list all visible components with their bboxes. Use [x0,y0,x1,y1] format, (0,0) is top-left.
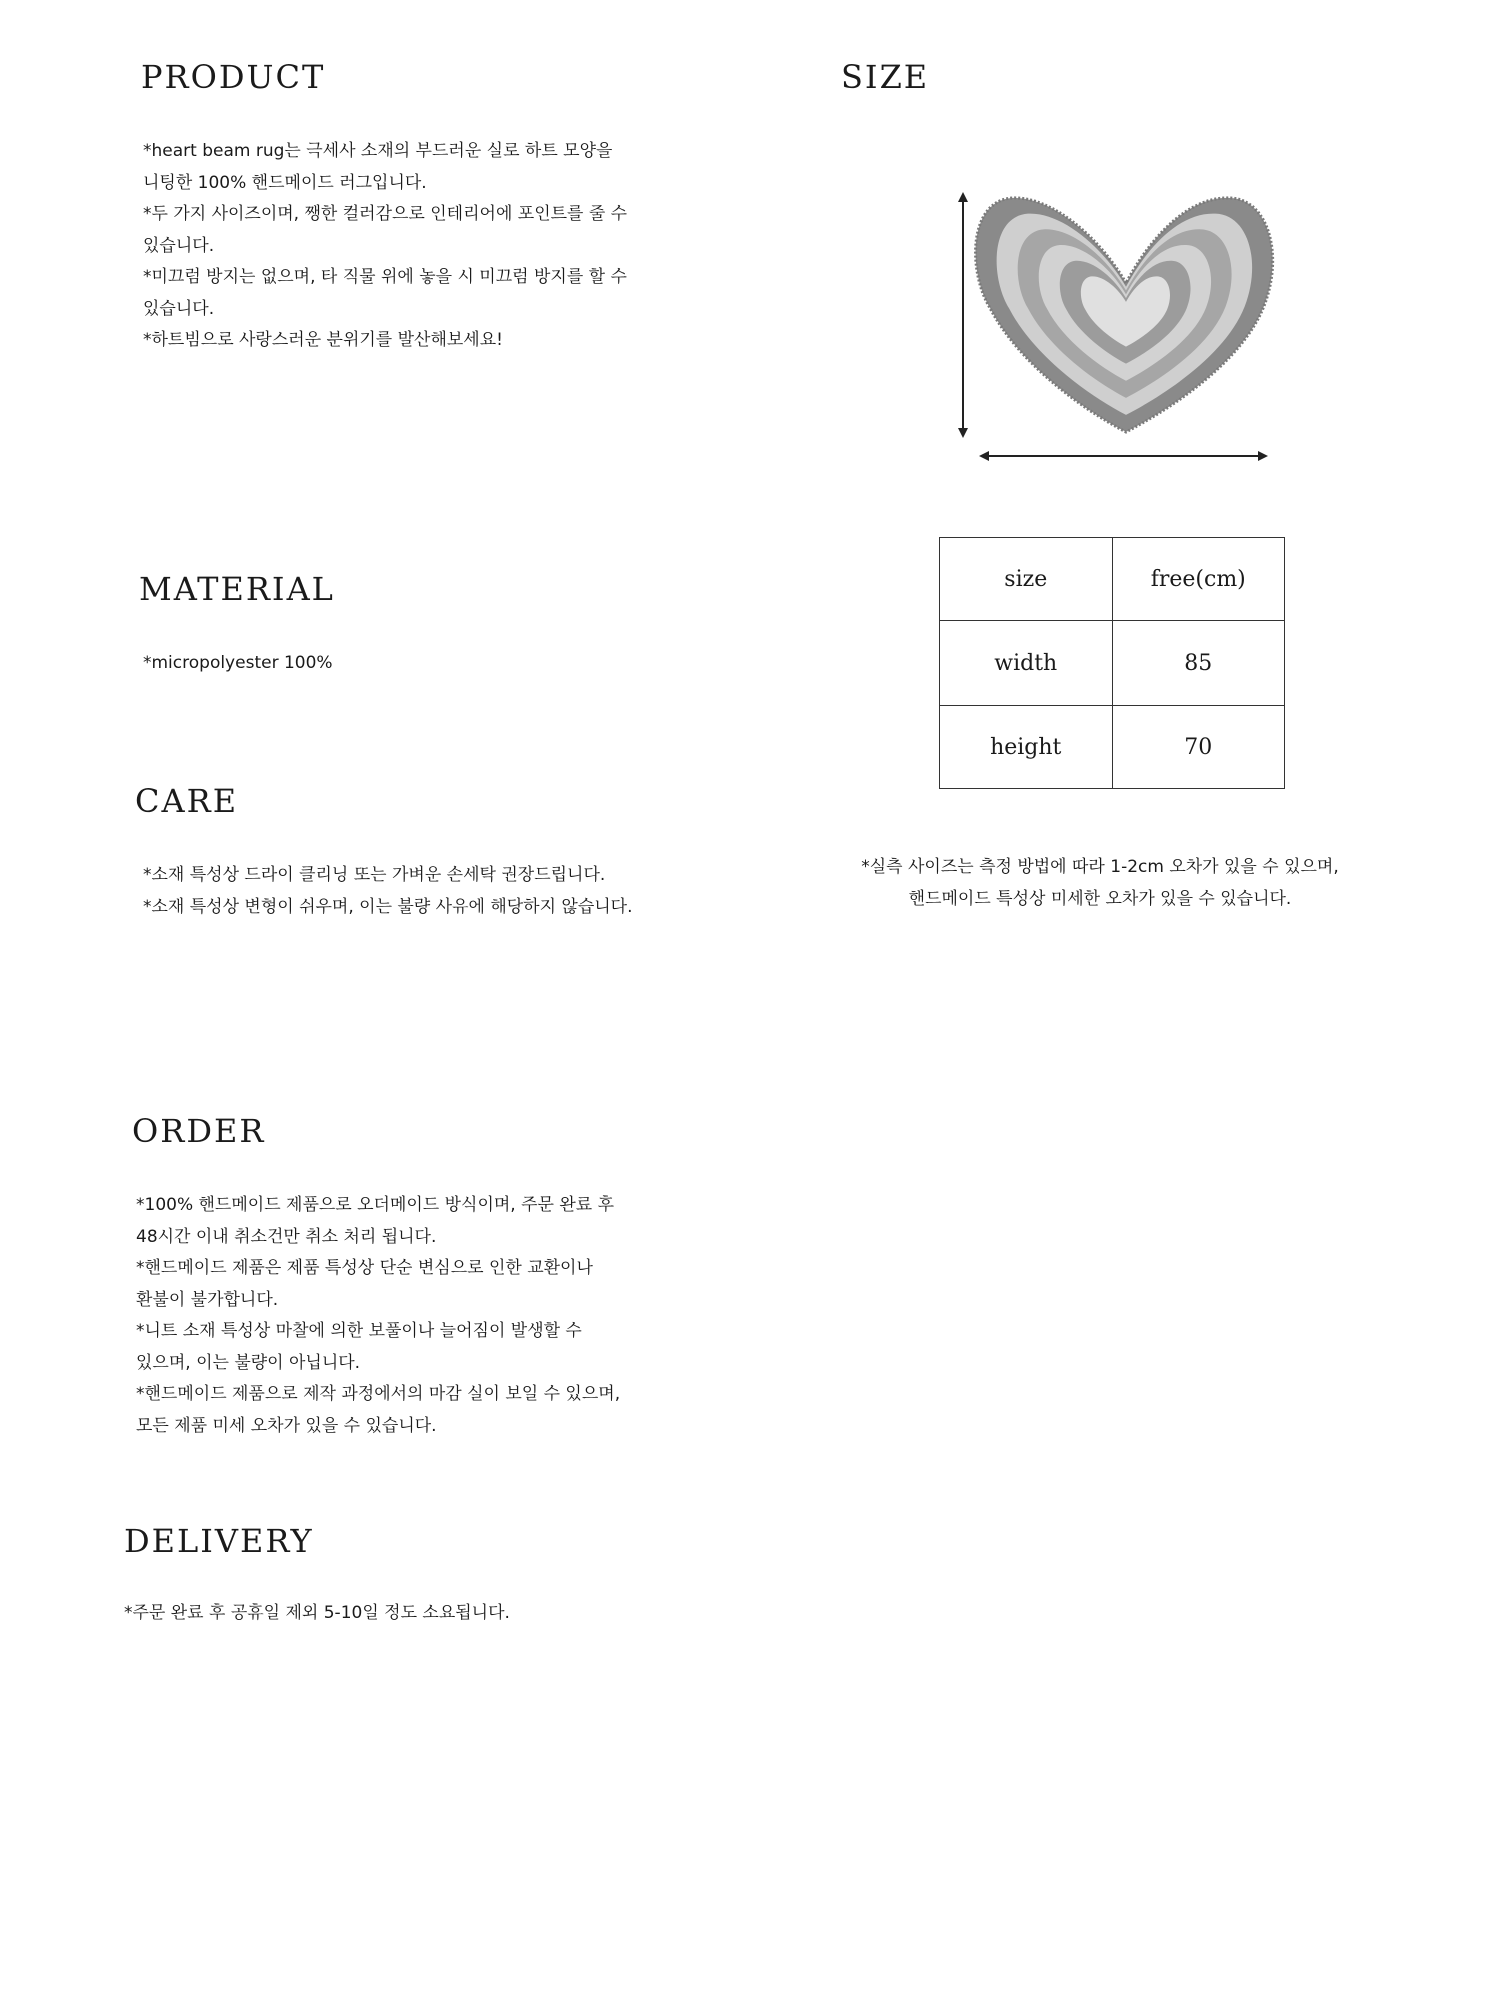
delivery-heading: DELIVERY [124,1522,314,1560]
order-heading: ORDER [132,1112,266,1150]
product-heading: PRODUCT [141,58,326,96]
size-heading: SIZE [841,58,930,96]
table-row [940,538,1285,621]
width-value-cell: 85 [1112,621,1285,706]
size-measurement-note: *실측 사이즈는 측정 방법에 따라 1-2cm 오차가 있을 수 있으며, 핸드메이드 특성상 미세한 오차가 있을 수 있습니다. [861,857,1339,909]
size-header-cell: size [940,538,1113,621]
care-description: *소재 특성상 드라이 클리닝 또는 가벼운 손세탁 권장드립니다. *소재 특성상 변형이 쉬우며, 이는 불량 사유에 해당하지 않습니다. [143,865,633,917]
care-heading: CARE [135,782,239,820]
material-description: *micropolyester 100% [143,653,333,673]
table-row [940,706,1285,789]
height-label-cell: height [940,706,1113,789]
width-label-cell: width [940,621,1113,706]
heart-rug-illustration [976,198,1273,432]
height-value-cell: 70 [1112,706,1285,789]
vertical-dimension-arrow [958,192,968,438]
size-diagram [950,185,1290,465]
size-table [939,537,1285,789]
free-cm-header-cell: free(cm) [1112,538,1285,621]
table-row [940,621,1285,706]
product-description: *heart beam rug는 극세사 소재의 부드러운 실로 하트 모양을 니팅한 100% 핸드메이드 러그입니다. *두 가지 사이즈이며, 쨍한 컬러감으로 인테리어에 포인트를 줄 수 있습니다. *미끄럼 방지는 없으며, 타 직물 위에 놓을 시 미끄럼 방지를 할 수 있습니다. *하트빔으로 사랑스러운 분위기를 발산해보세요! [143,141,628,350]
delivery-description: *주문 완료 후 공휴일 제외 5-10일 정도 소요됩니다. [124,1603,510,1623]
horizontal-dimension-arrow [979,451,1268,461]
order-description: *100% 핸드메이드 제품으로 오더메이드 방식이며, 주문 완료 후 48시간 이내 취소건만 취소 처리 됩니다. *핸드메이드 제품은 제품 특성상 단순 변심으로 인한 교환이나 환불이 불가합니다. *니트 소재 특성상 마찰에 의한 보풀이나 늘어짐이 발생할 수 있으며, 이는 불량이 아닙니다. *핸드메이드 제품으로 제작 과정에서의 마감 실이 보일 수 있으며, 모든 제품 미세 오차가 있을 수 있습니다. [136,1195,621,1436]
material-heading: MATERIAL [139,570,335,608]
